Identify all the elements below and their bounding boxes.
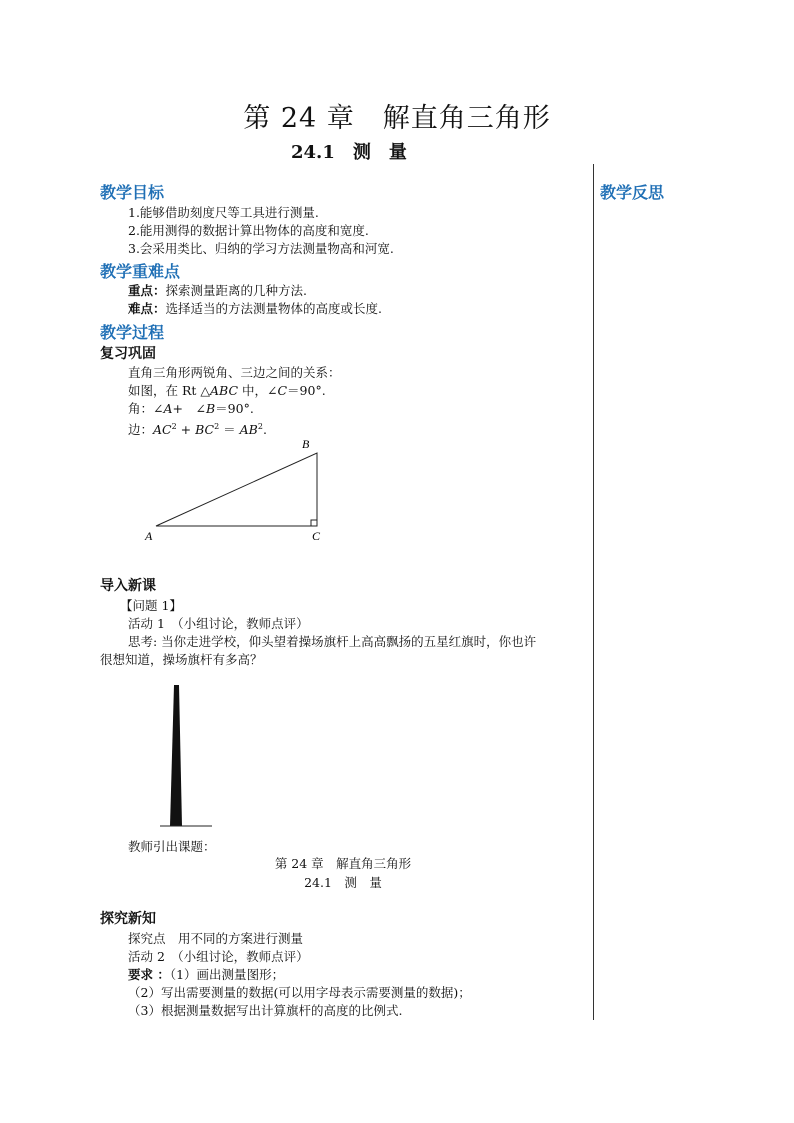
angle-b: B xyxy=(205,401,216,416)
teacher-intro: 教师引出课题： xyxy=(128,839,216,854)
triangle-shape xyxy=(156,453,317,526)
angle-c-name: C xyxy=(277,383,288,398)
right-triangle-figure xyxy=(140,435,340,545)
flagpole-shape xyxy=(170,685,182,826)
goal-item-2: 2.能用测得的数据计算出物体的高度和宽度. xyxy=(128,223,369,238)
requirement-2: （2）写出需要测量的数据(可以用字母表示需要测量的数据)； xyxy=(128,985,471,1000)
intro-heading: 导入新课 xyxy=(100,578,156,594)
key-points-heading: 教学重难点 xyxy=(100,262,181,281)
angle-a: ∠A xyxy=(153,401,173,416)
column-divider xyxy=(593,164,594,1020)
focus-text: 探索测量距离的几种方法. xyxy=(165,283,307,298)
side-plus: + xyxy=(176,422,196,438)
focus-label: 重点： xyxy=(128,283,166,298)
center-chapter-title: 第 24 章 解直角三角形 xyxy=(274,856,412,871)
triangle-name: ABC xyxy=(210,383,239,398)
goal-item-1: 1.能够借助刻度尺等工具进行测量. xyxy=(128,205,319,220)
angle-label: 角： xyxy=(128,401,154,416)
side-end: . xyxy=(262,422,267,438)
requirement-1: （1）画出测量图形； xyxy=(169,967,285,982)
angle-plus: + ∠ xyxy=(172,401,206,416)
activity-2: 活动 2 （小组讨论，教师点评） xyxy=(128,949,309,964)
review-line-2-pre: 如图，在 Rt △ xyxy=(128,383,210,398)
requirement-3: （3）根据测量数据写出计算旗杆的高度的比例式. xyxy=(128,1003,403,1018)
reflection-heading: 教学反思 xyxy=(600,183,665,202)
vertex-b-label: B xyxy=(302,437,310,451)
focus-line xyxy=(128,281,307,300)
think-line-2: 很想知道，操场旗杆有多高？ xyxy=(100,652,263,667)
center-section-title: 24.1 测 量 xyxy=(304,875,382,890)
side-ab: AB xyxy=(239,422,258,438)
review-line-2-mid: 中，∠ xyxy=(238,383,278,398)
difficulty-text: 选择适当的方法测量物体的高度或长度. xyxy=(165,301,382,316)
side-label: 边： xyxy=(128,422,154,438)
difficulty-label: 难点： xyxy=(128,301,166,316)
angle-post: ＝90°. xyxy=(215,401,254,416)
question-label: 【问题 1】 xyxy=(120,598,182,613)
exp-3: 2 xyxy=(257,422,263,431)
side-bc: BC xyxy=(195,422,215,438)
vertex-a-label: A xyxy=(145,529,153,543)
think-line-1: 思考: 当你走进学校，仰头望着操场旗杆上高高飘扬的五星红旗时，你也许 xyxy=(128,634,537,649)
section-title: 24.1 测 量 xyxy=(291,142,407,163)
explore-point: 探究点 用不同的方案进行测量 xyxy=(128,931,304,946)
review-line-2 xyxy=(128,381,326,400)
activity-1: 活动 1 （小组讨论，教师点评） xyxy=(128,616,309,631)
explore-heading: 探究新知 xyxy=(100,911,156,927)
goal-item-3: 3.会采用类比、归纳的学习方法测量物高和河宽. xyxy=(128,241,394,256)
exp-2: 2 xyxy=(214,422,220,431)
difficulty-line xyxy=(128,299,382,318)
vertex-c-label: C xyxy=(312,529,321,543)
goals-heading: 教学目标 xyxy=(100,183,165,202)
review-line-2-post: ＝90°. xyxy=(287,383,326,398)
angle-relation xyxy=(128,399,254,418)
right-angle-mark xyxy=(311,520,317,526)
process-heading: 教学过程 xyxy=(100,323,165,342)
requirement-line xyxy=(128,965,284,984)
review-heading: 复习巩固 xyxy=(100,346,156,362)
exp-1: 2 xyxy=(171,422,177,431)
requirement-label: 要求 ： xyxy=(128,967,170,982)
chapter-title: 第 24 章 解直角三角形 xyxy=(243,103,551,134)
side-eq: ＝ xyxy=(219,422,240,438)
review-line-1: 直角三角形两锐角、三边之间的关系： xyxy=(128,365,341,380)
flagpole-image xyxy=(160,683,220,831)
side-ac: AC xyxy=(153,422,172,438)
